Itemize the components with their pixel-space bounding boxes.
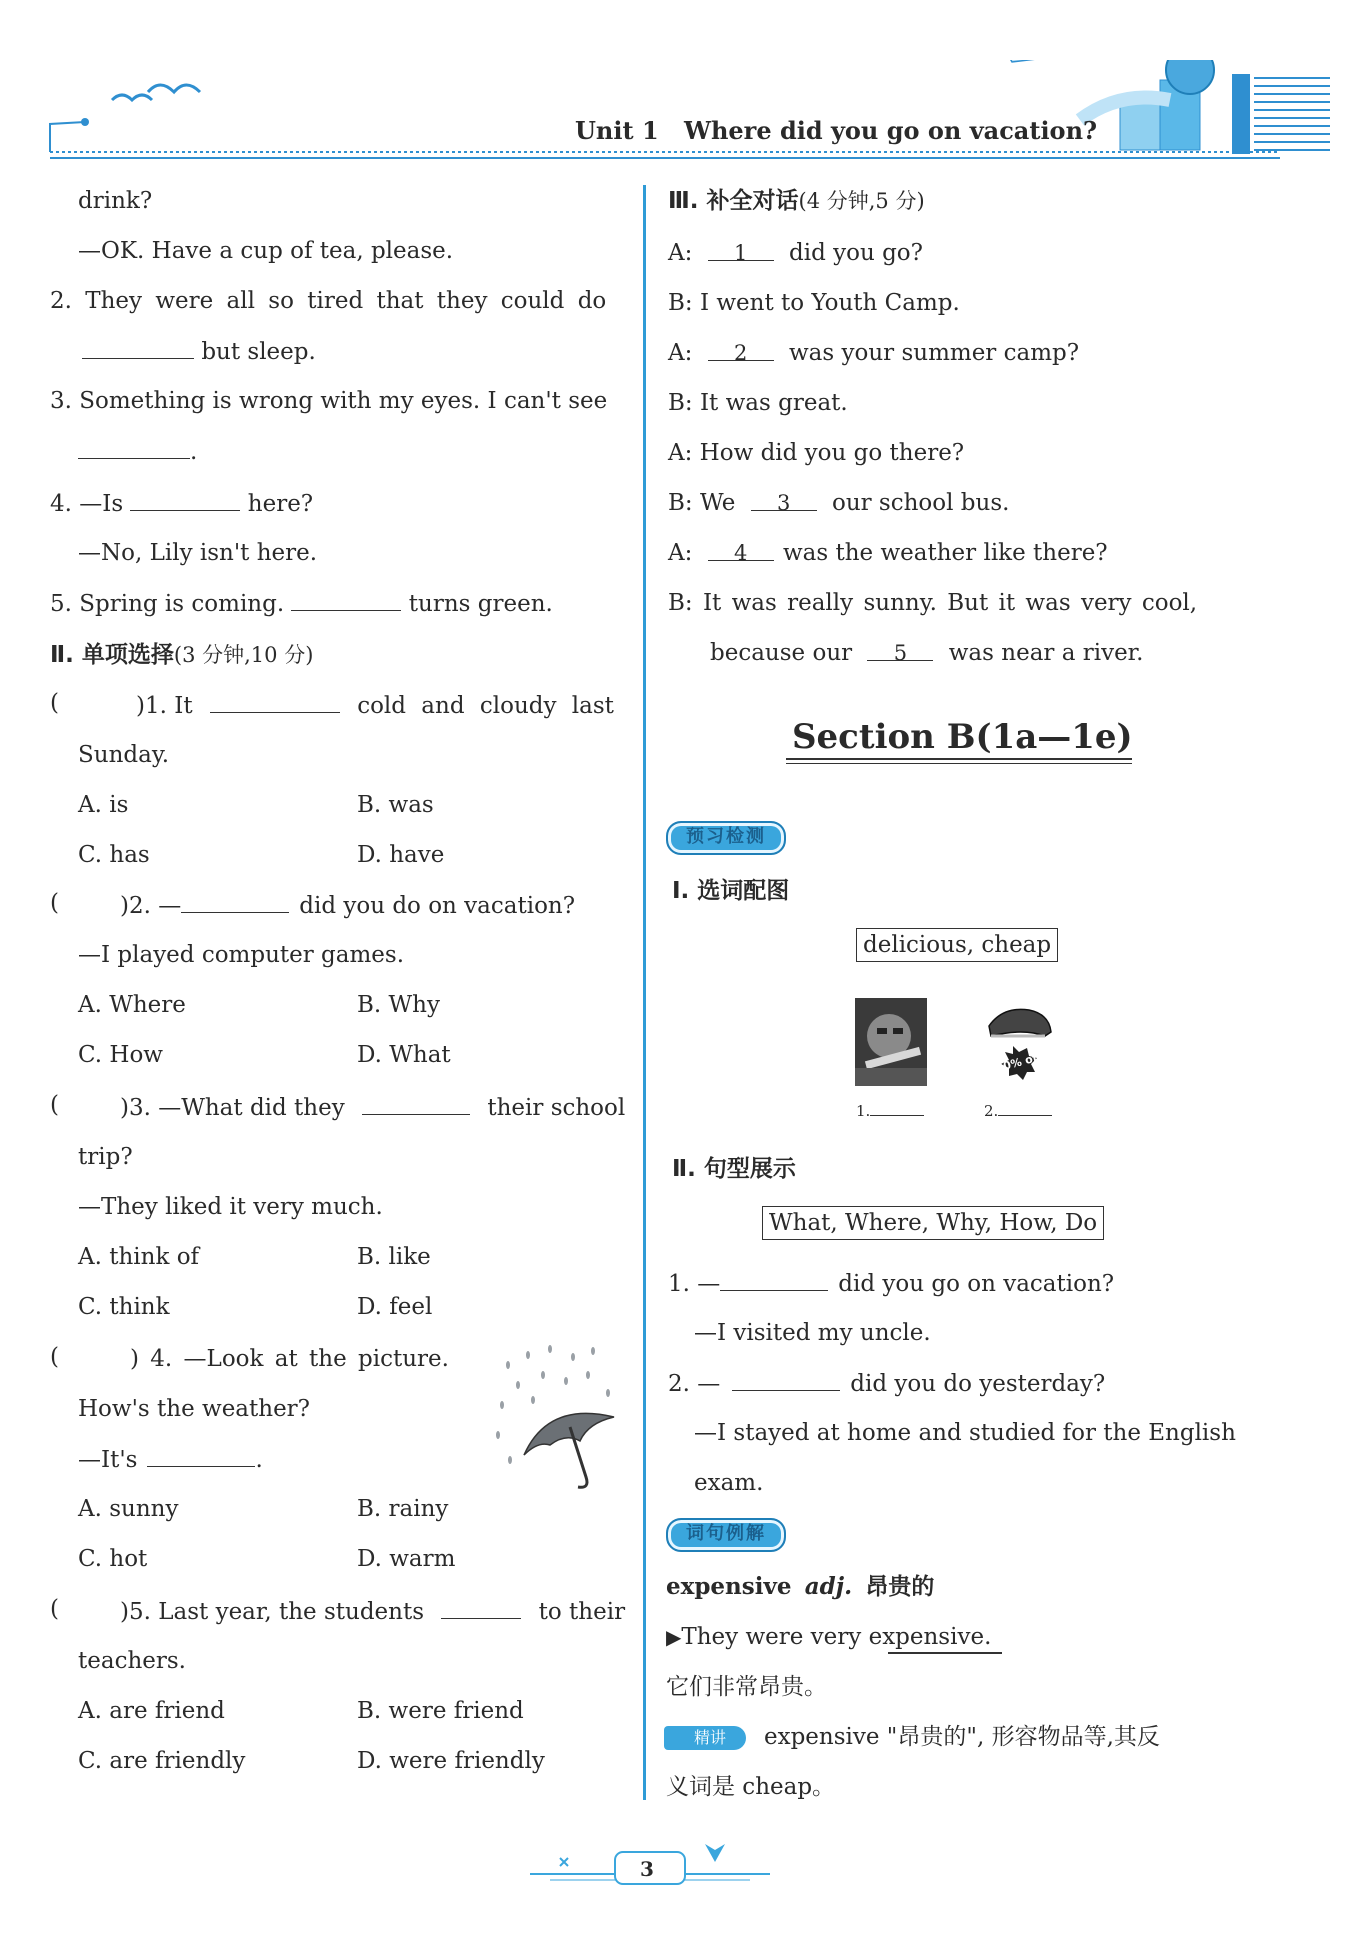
option[interactable]: B. were friend <box>357 1698 524 1724</box>
option[interactable]: A. Where <box>78 992 186 1018</box>
food-photo <box>855 998 927 1086</box>
answer-blank[interactable] <box>362 1092 470 1115</box>
mc1-stem-cont: Sunday. <box>78 742 170 768</box>
option[interactable]: D. feel <box>357 1294 433 1320</box>
dialog-line: B: We 3 our school bus. <box>668 490 1010 516</box>
option[interactable]: D. warm <box>357 1546 456 1572</box>
answer-blank[interactable] <box>147 1444 255 1467</box>
dialog-line: A: 2 was your summer camp? <box>668 340 1080 366</box>
option[interactable]: B. was <box>357 792 434 818</box>
answer-blank[interactable] <box>210 690 340 713</box>
unit-title: Where did you go on vacation? <box>684 116 1098 145</box>
option[interactable]: A. think of <box>78 1244 200 1270</box>
dialog-line: A: How did you go there? <box>668 440 965 466</box>
answer-blank[interactable] <box>82 336 194 359</box>
example-sentence: ▶They were very expensive. <box>666 1624 992 1650</box>
answer-blank[interactable]: 2 <box>708 338 774 361</box>
answer-blank[interactable] <box>291 588 401 611</box>
tag-explain: 精讲 <box>664 1726 746 1750</box>
dialog-line: B: It was great. <box>668 390 848 416</box>
umbrella-rain-picture <box>488 1345 628 1495</box>
answer-paren[interactable]: ( <box>50 1344 59 1370</box>
answer-blank[interactable]: 1 <box>708 238 774 261</box>
option[interactable]: A. are friend <box>78 1698 225 1724</box>
mc2-stem: )2. — did you do on vacation? <box>120 890 575 921</box>
option[interactable]: A. is <box>78 792 129 818</box>
bird-icon <box>148 85 200 92</box>
dialog-line: A: 1 did you go? <box>668 240 923 266</box>
section-3-heading: Ⅲ. 补全对话(4 分钟,5 分) <box>668 188 925 214</box>
option[interactable]: D. What <box>357 1042 451 1068</box>
pattern-2-answer-cont: exam. <box>694 1470 764 1496</box>
shoe-sale-picture <box>983 998 1055 1090</box>
note-line-cont: 义词是 cheap。 <box>666 1774 836 1800</box>
underline <box>888 1652 1002 1654</box>
option[interactable]: B. like <box>357 1244 431 1270</box>
tag-preview-check: 预习检测 <box>666 821 786 855</box>
mc1-stem: )1. It cold and cloudy last <box>136 690 614 721</box>
option[interactable]: C. How <box>78 1042 163 1068</box>
word-box: delicious, cheap <box>856 928 1058 962</box>
unit-label: Unit 1 <box>575 116 659 145</box>
answer-blank[interactable] <box>732 1368 840 1391</box>
answer-blank[interactable] <box>181 890 289 913</box>
answer-paren[interactable]: ( <box>50 890 59 916</box>
answer-blank[interactable] <box>720 1268 828 1291</box>
section-b-heading: Section B(1a—1e) <box>792 717 1133 757</box>
triangle-bullet-icon: ▶ <box>666 1625 682 1649</box>
dialog-line: B: I went to Youth Camp. <box>668 290 960 316</box>
umbrella-icon <box>524 1413 614 1455</box>
tag-word-examples: 词句例解 <box>666 1518 786 1552</box>
question-4: 4. —Is here? <box>50 488 313 519</box>
text-line: —OK. Have a cup of tea, please. <box>78 238 454 264</box>
option[interactable]: D. were friendly <box>357 1748 545 1774</box>
mc2-stem-cont: —I played computer games. <box>78 942 405 968</box>
shoe-icon <box>989 1009 1051 1036</box>
answer-blank[interactable] <box>998 1101 1052 1116</box>
dialog-line: B: It was really sunny. But it was very cool, <box>668 590 1198 616</box>
s2-heading: Ⅱ. 句型展示 <box>672 1156 796 1182</box>
dialog-line: A: 4 was the weather like there? <box>668 540 1108 566</box>
option[interactable]: D. have <box>357 842 445 868</box>
sale-badge-text: 30% off <box>994 1050 1043 1075</box>
mc4-answer: —It's . <box>78 1444 263 1475</box>
mc3-answer: —They liked it very much. <box>78 1194 383 1220</box>
mc4-question: How's the weather? <box>78 1396 311 1422</box>
answer-paren[interactable]: ( <box>50 1596 59 1622</box>
answer-blank[interactable] <box>130 488 240 511</box>
vocab-entry: expensive adj. 昂贵的 <box>666 1573 935 1600</box>
answer-blank[interactable]: 5 <box>867 638 933 661</box>
pattern-2-answer: —I stayed at home and studied for the English <box>694 1420 1236 1446</box>
option[interactable]: C. hot <box>78 1546 148 1572</box>
option[interactable]: C. think <box>78 1294 170 1320</box>
answer-blank[interactable]: 3 <box>751 488 817 511</box>
mc5-stem-cont: teachers. <box>78 1648 186 1674</box>
heading-underline <box>786 763 1132 764</box>
question-2: 2. They were all so tired that they could do <box>50 288 607 314</box>
paper-plane-icon <box>1000 60 1045 62</box>
picture-label: 2. <box>984 1096 1052 1126</box>
mc4-stem: ) 4. —Look at the picture. <box>130 1346 449 1372</box>
pattern-2: 2. — did you do yesterday? <box>668 1368 1105 1399</box>
question-4-answer: —No, Lily isn't here. <box>78 540 318 566</box>
option[interactable]: C. has <box>78 842 150 868</box>
option[interactable]: B. rainy <box>357 1496 449 1522</box>
text-line: drink? <box>78 188 153 214</box>
option[interactable]: A. sunny <box>78 1496 179 1522</box>
example-translation: 它们非常昂贵。 <box>666 1674 827 1700</box>
column-divider <box>643 185 646 1800</box>
page-number: 3 <box>640 1857 654 1881</box>
section-2-heading: Ⅱ. 单项选择(3 分钟,10 分) <box>50 642 314 668</box>
question-3-cont: . <box>78 436 197 467</box>
question-5: 5. Spring is coming. turns green. <box>50 588 553 619</box>
option[interactable]: C. are friendly <box>78 1748 246 1774</box>
answer-blank[interactable] <box>441 1596 521 1619</box>
note-line: expensive "昂贵的", 形容物品等,其反 <box>764 1724 1160 1750</box>
question-3: 3. Something is wrong with my eyes. I can't see <box>50 388 608 414</box>
pattern-1-answer: —I visited my uncle. <box>694 1320 931 1346</box>
answer-paren[interactable]: ( <box>50 1092 59 1118</box>
answer-blank[interactable]: 4 <box>708 538 774 561</box>
mc5-stem: )5. Last year, the students to their <box>120 1596 625 1627</box>
heading-underline <box>786 758 1132 760</box>
option[interactable]: B. Why <box>357 992 440 1018</box>
pinwheel-icon <box>705 1844 725 1862</box>
s1-heading: Ⅰ. 选词配图 <box>672 878 790 904</box>
mc3-stem-cont: trip? <box>78 1144 133 1170</box>
pattern-1: 1. — did you go on vacation? <box>668 1268 1114 1299</box>
question-2-cont: but sleep. <box>82 336 316 367</box>
dialog-line-cont: because our 5 was near a river. <box>710 640 1144 666</box>
mc3-stem: )3. —What did they their school <box>120 1092 625 1123</box>
bird-icon <box>112 95 152 100</box>
picture-label: 1. <box>856 1096 924 1126</box>
answer-blank[interactable] <box>870 1101 924 1116</box>
answer-blank[interactable] <box>78 436 190 459</box>
answer-paren[interactable]: ( <box>50 690 59 716</box>
word-box: What, Where, Why, How, Do <box>762 1206 1104 1240</box>
